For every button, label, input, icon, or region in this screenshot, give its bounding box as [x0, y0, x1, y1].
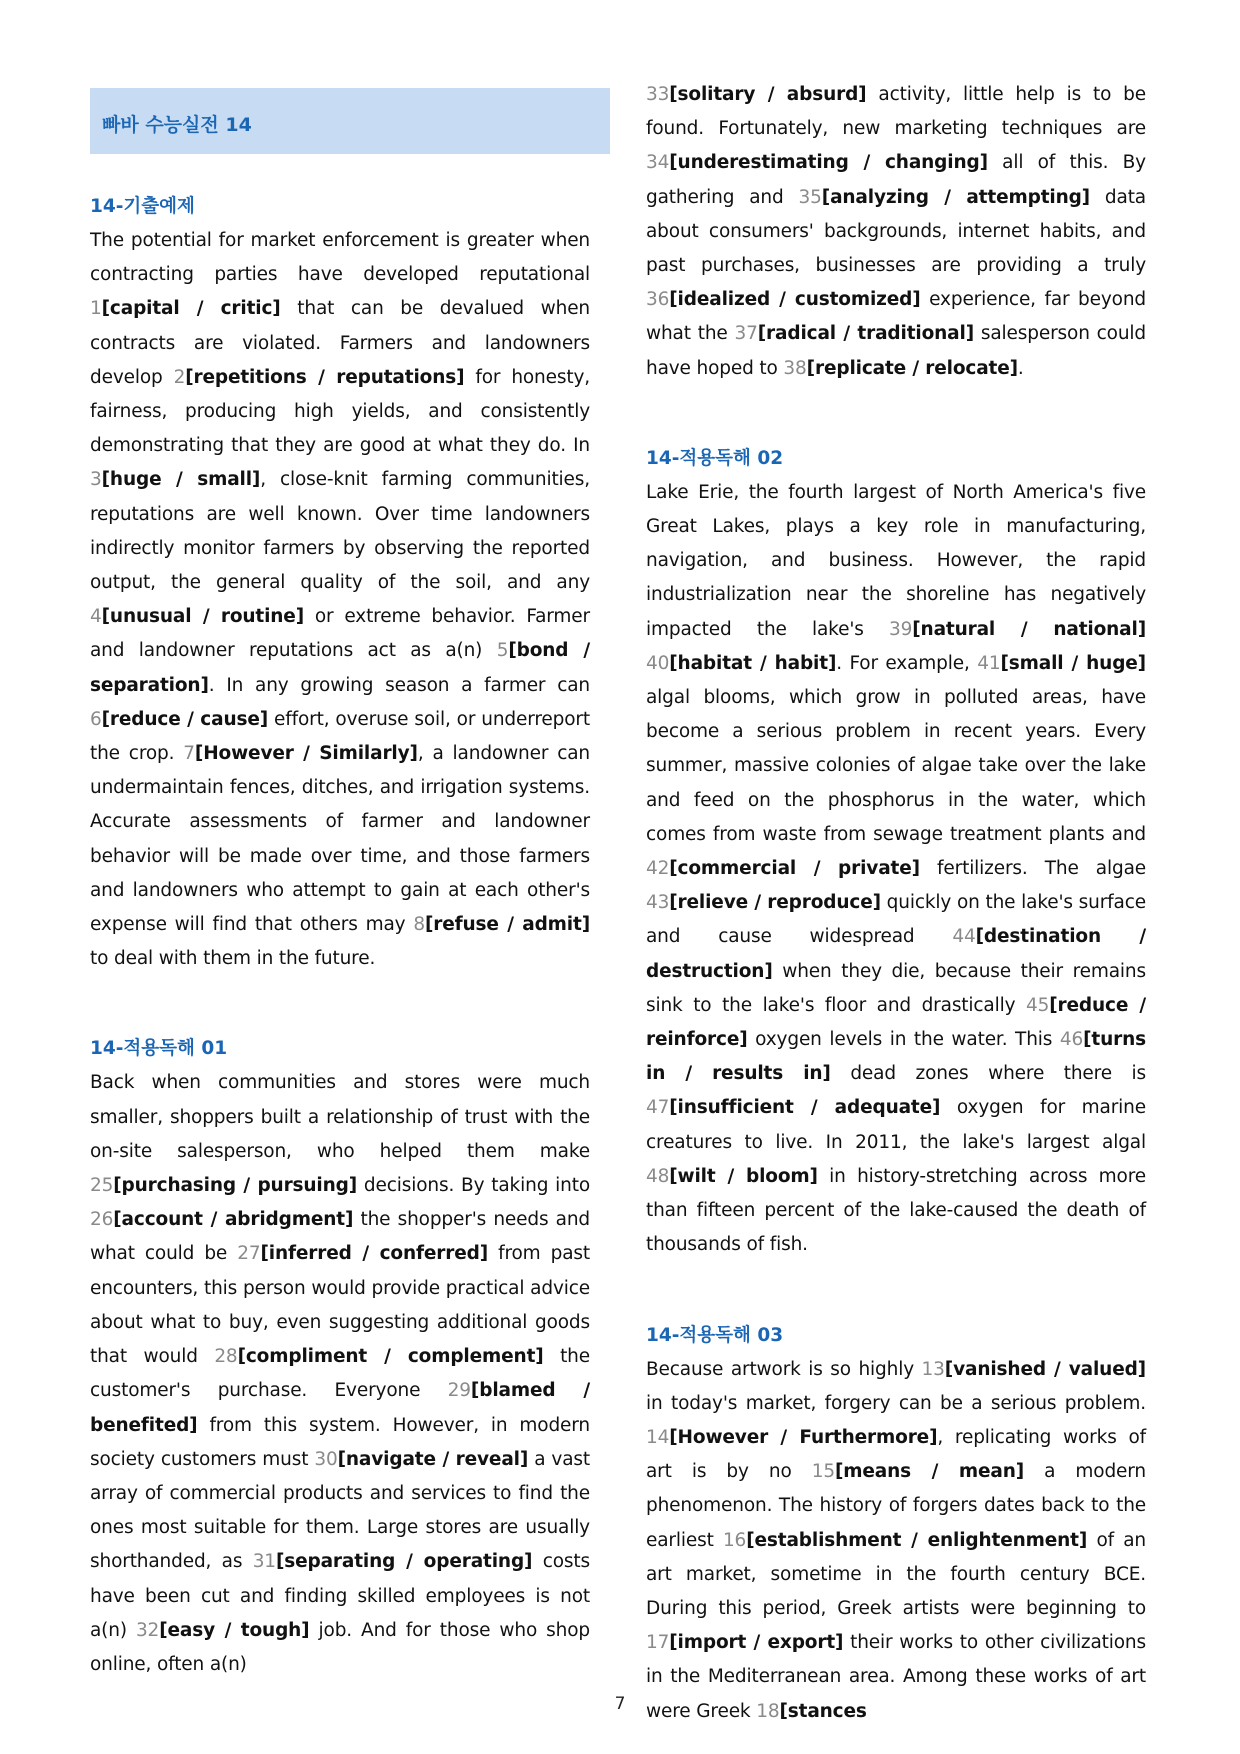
paragraph-text: algal blooms, which grow in polluted areas, have become a serious problem in recent years. Every summer, massive colonies of algae take over the lake and feed on the phosphorus in the water, which comes from waste from sewage treatment plants and [646, 687, 1146, 845]
section-paragraph [90, 1066, 590, 1682]
word-choice: [account / abridgment] [113, 1209, 354, 1231]
question-number: 37 [734, 323, 758, 345]
right-column [646, 84, 1147, 1729]
section-title: 14-기출예제 [90, 196, 195, 217]
paragraph-text: that can be devalued when contracts are violated. Farmers and landowners develop [90, 298, 591, 388]
word-choice: [relieve / reproduce] [669, 892, 881, 914]
paragraph-text: oxygen for marine creatures to live. In 2011, the lake's largest algal [646, 1097, 1146, 1153]
paragraph-text: quickly on the lake's surface and cause widespread [646, 892, 1146, 948]
question-number: 33 [646, 84, 670, 105]
paragraph-text: of an art market, sometime in the fourth century BCE. During this period, Greek artists were beginning to [646, 1529, 1146, 1619]
question-number: 34 [646, 152, 670, 174]
paragraph-text: for honesty, fairness, producing high yields, and consistently demonstrating that they are good at what they do. In [90, 366, 590, 457]
section-block [646, 444, 1146, 1263]
question-number: 13 [921, 1358, 945, 1380]
paragraph-text: . [1017, 357, 1024, 379]
paragraph-text: in history-stretching across more than fifteen percent of the lake-caused the death of thousands of fish. [646, 1165, 1146, 1256]
question-number: 28 [214, 1346, 238, 1368]
paragraph-text: from past encounters, this person would provide practical advice about what to buy, even suggesting additional goods that would [90, 1243, 590, 1368]
section-paragraph [646, 1353, 1146, 1729]
question-number: 30 [314, 1448, 338, 1470]
word-choice: [commercial / private] [669, 858, 920, 880]
word-choice: [bond / separation] [90, 640, 591, 696]
paragraph-text: job. And for those who shop online, often a(n) [90, 1619, 590, 1675]
section-paragraph [90, 224, 590, 976]
section-paragraph [646, 476, 1146, 1263]
question-number: 29 [447, 1380, 471, 1402]
paragraph-text: experience, far beyond what the [646, 289, 1146, 345]
paragraph-text: Back when communities and stores were much smaller, shoppers built a relationship of trust with the on-site salesperson, who helped them make [90, 1072, 590, 1162]
word-choice: [reduce / reinforce] [646, 994, 1146, 1051]
question-number: 36 [646, 289, 670, 311]
word-choice: [However / Similarly] [194, 743, 418, 765]
word-choice: [establishment / enlightenment] [746, 1529, 1088, 1551]
word-choice: [blamed / benefited] [90, 1380, 590, 1436]
question-number: 7 [183, 743, 195, 765]
paragraph-text: activity, little help is to be found. Fortunately, new marketing techniques are [646, 84, 1146, 140]
word-choice: [habitat / habit] [669, 652, 837, 674]
paragraph-text: all of this. By gathering and [646, 152, 1146, 208]
paragraph-text: , replicating works of art is by no [646, 1426, 1147, 1483]
question-number: 1 [90, 298, 102, 320]
question-number: 4 [90, 606, 102, 628]
left-column [90, 88, 590, 1682]
section-block [90, 1034, 590, 1682]
question-number: 41 [977, 652, 1001, 674]
paragraph-text: in today's market, forgery can be a serious problem. [646, 1392, 1146, 1414]
question-number: 35 [798, 186, 822, 208]
question-number: 16 [722, 1529, 747, 1551]
word-choice: [underestimating / changing] [669, 152, 988, 174]
word-choice: [insufficient / adequate] [669, 1097, 941, 1119]
word-choice: [solitary / absurd] [669, 84, 867, 105]
section-block [90, 192, 590, 976]
question-number: 31 [252, 1551, 276, 1573]
paragraph-text: or extreme behavior. Farmer and landowner reputations act as a(n) [90, 606, 590, 662]
question-number: 40 [646, 652, 670, 674]
question-number: 46 [1059, 1029, 1084, 1051]
question-number: 18 [756, 1700, 780, 1722]
section-title: 14-적용독해 03 [646, 1324, 784, 1346]
word-choice: [repetitions / reputations] [185, 366, 465, 388]
paragraph-text: . In any growing season a farmer can [208, 674, 590, 696]
word-choice: [However / Furthermore] [669, 1426, 938, 1448]
paragraph-text: costs have been cut and finding skilled employees is not a(n) [90, 1551, 590, 1641]
question-number: 32 [135, 1619, 160, 1641]
word-choice: [destination / destruction] [646, 926, 1146, 982]
section-title: 14-적용독해 02 [646, 447, 784, 469]
word-choice: [unusual / routine] [101, 606, 305, 628]
question-number: 48 [646, 1165, 670, 1187]
word-choice: [radical / traditional] [757, 323, 975, 345]
question-number: 26 [90, 1209, 114, 1231]
paragraph-text: Because artwork is so highly [646, 1358, 922, 1380]
question-number: 44 [952, 926, 976, 948]
question-number: 25 [90, 1175, 114, 1197]
question-number: 3 [90, 469, 102, 491]
word-choice: [replicate / relocate] [806, 357, 1018, 379]
word-choice: [capital / critic] [101, 298, 281, 320]
question-number: 6 [90, 708, 102, 730]
word-choice: [small / huge] [1000, 652, 1146, 674]
paragraph-text: a modern phenomenon. The history of forgers dates back to the earliest [646, 1461, 1146, 1551]
paragraph-text: . For example, [836, 652, 978, 674]
paragraph-text: their works to other civilizations in the Mediterranean area. Among these works of art were Greek [646, 1632, 1147, 1722]
page-number: 7 [614, 1694, 626, 1714]
question-number: 14 [646, 1426, 670, 1448]
question-number: 5 [496, 640, 509, 662]
question-number: 39 [889, 618, 913, 640]
word-choice: [vanished / valued] [944, 1358, 1146, 1380]
question-number: 17 [646, 1632, 670, 1654]
question-number: 45 [1025, 994, 1050, 1016]
paragraph-text: when they die, because their remains sink to the lake's floor and drastically [646, 960, 1146, 1016]
question-number: 2 [173, 366, 186, 388]
paragraph-text: oxygen levels in the water. This [747, 1029, 1060, 1051]
question-number: 42 [646, 858, 670, 880]
word-choice: [stances [779, 1700, 867, 1722]
word-choice: [wilt / bloom] [669, 1165, 818, 1187]
paragraph-text: to deal with them in the future. [90, 948, 376, 970]
paragraph-text: Lake Erie, the fourth largest of North America's five Great Lakes, plays a key role in manufacturing, navigation, and business. However, the rapid industrialization near the shoreline has negatively impacted the lake's [646, 481, 1146, 640]
question-number: 15 [811, 1461, 835, 1483]
paragraph-text: salesperson could have hoped to [646, 323, 1146, 379]
question-number: 38 [783, 357, 807, 379]
word-choice: [natural / national] [912, 618, 1146, 640]
word-choice: [turns in / results in] [646, 1029, 1146, 1085]
question-number: 43 [646, 892, 670, 914]
paragraph-text: data about consumers' backgrounds, internet habits, and past purchases, businesses are providing a truly [646, 186, 1146, 277]
word-choice: [easy / tough] [159, 1619, 310, 1641]
section-block [646, 1321, 1146, 1729]
word-choice: [purchasing / pursuing] [113, 1175, 358, 1197]
word-choice: [means / mean] [834, 1461, 1025, 1483]
question-number: 27 [237, 1243, 261, 1265]
word-choice: [navigate / reveal] [337, 1448, 529, 1470]
word-choice: [separating / operating] [275, 1551, 533, 1573]
paragraph-text: fertilizers. The algae [919, 858, 1146, 880]
section-paragraph [646, 78, 1146, 386]
word-choice: [analyzing / attempting] [821, 186, 1090, 208]
question-number: 47 [646, 1097, 670, 1119]
paragraph-text: The potential for market enforcement is greater when contracting parties have developed reputational [90, 230, 590, 286]
word-choice: [reduce / cause] [101, 708, 269, 730]
banner-title: 빠바 수능실전 14 [102, 114, 252, 136]
word-choice: [inferred / conferred] [260, 1243, 489, 1265]
paragraph-text: , close-knit farming communities, reputations are well known. Over time landowners indirectly monitor farmers by observing the reported output, the general quality of the soil, and any [90, 469, 590, 594]
paragraph-text: , a landowner can undermaintain fences, ditches, and irrigation systems. Accurate assessments of farmer and landowner behavior will be made over time, and those farmers and landowners who attempt to gain at each other's expense will find that others may [90, 743, 591, 936]
word-choice: [huge / small] [101, 469, 261, 491]
paragraph-text: decisions. By taking into [357, 1175, 590, 1197]
section-title: 14-적용독해 01 [90, 1038, 228, 1060]
word-choice: [compliment / complement] [237, 1346, 544, 1368]
paragraph-text: the shopper's needs and what could be [90, 1209, 591, 1265]
paragraph-text: effort, overuse soil, or underreport the crop. [90, 708, 590, 765]
word-choice: [idealized / customized] [669, 289, 921, 311]
paragraph-text: the customer's purchase. Everyone [90, 1346, 590, 1402]
question-number: 8 [413, 914, 425, 936]
word-choice: [import / export] [669, 1632, 844, 1654]
section-block [646, 78, 1146, 386]
paragraph-text: dead zones where there is [830, 1063, 1146, 1085]
word-choice: [refuse / admit] [424, 914, 590, 936]
paragraph-text: from this system. However, in modern society customers must [90, 1414, 590, 1470]
paragraph-text: a vast array of commercial products and services to find the ones most suitable for them. Large stores are usually shorthanded, as [90, 1448, 590, 1573]
